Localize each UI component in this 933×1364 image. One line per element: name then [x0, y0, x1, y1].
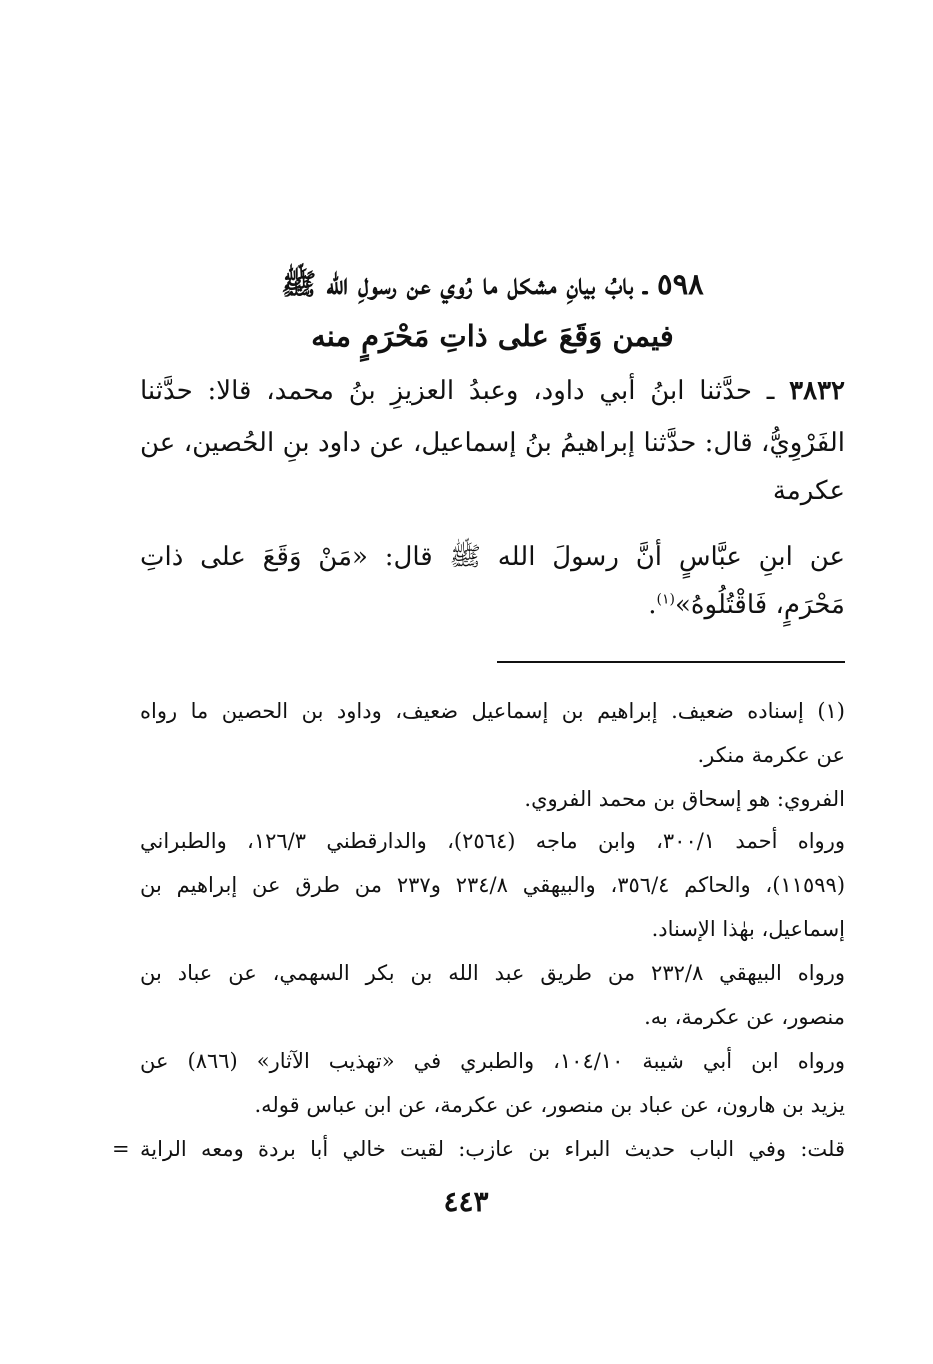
footnote-line: إسماعيل، بهٰذا الإسناد. [651, 917, 845, 941]
footnote-line: عن عكرمة منكر. [697, 743, 845, 767]
hadith-isnad-line-2: الفَرْوِيُّ، قال: حدَّثنا إبراهيمُ بنُ إسماعيل، عن داود بنِ الحُصين، عن [140, 428, 845, 458]
hadith-isnad-text: ـ حدَّثنا ابنُ أبي داود، وعبدُ العزيزِ بنُ محمد، قالا: حدَّثنا [140, 376, 790, 406]
footnote-reference: (١) [656, 591, 675, 608]
hadith-isnad-line-3: عكرمة [772, 476, 845, 506]
footnote-line: ورواه البيهقي ٢٣٢/٨ من طريق عبد الله بن بكر السهمي، عن عباد بن [140, 961, 846, 985]
footnote-line: ورواه أحمد ٣٠٠/١، وابن ماجه (٢٥٦٤)، والدارقطني ١٢٦/٣، والطبراني [140, 829, 845, 853]
hadith-number: ٣٨٣٢ [789, 376, 845, 406]
footnote-line: منصور، عن عكرمة، به. [644, 1005, 845, 1029]
footnote-line: (١) إسناده ضعيف. إبراهيم بن إسماعيل ضعيف، وداود بن الحصين ما رواه [140, 699, 845, 723]
continuation-mark: = [112, 1137, 130, 1161]
chapter-title-line-2: فيمن وَقَعَ على ذاتِ مَحْرَمٍ منه [311, 319, 674, 353]
hadith-matn-text: مَحْرَمٍ، فَاقْتُلُوهُ» [674, 590, 845, 620]
footnote-line: ورواه ابن أبي شيبة ١٠٤/١٠، والطبري في «تهذيب الآثار» (٨٦٦) عن [140, 1049, 845, 1073]
hadith-matn-line-2 [140, 580, 845, 630]
footnote-separator [497, 661, 845, 663]
page-number: ٤٤٣ [443, 1185, 489, 1218]
hadith-isnad-line-1 [140, 366, 845, 416]
chapter-title-line-1: ٥٩٨ ـ بابُ بيانِ مشكل ما رُوي عن رسولِ الله ﷺ [281, 267, 704, 301]
footnote-line: (١١٥٩٩)، والحاكم ٣٥٦/٤، والبيهقي ٢٣٤/٨ و٢٣٧ من طرق عن إبراهيم بن [140, 873, 846, 897]
hadith-matn-line-1: عن ابنِ عبَّاسٍ أنَّ رسولَ الله ﷺ قال: «مَنْ وَقَعَ على ذاتِ [140, 542, 845, 572]
footnote-line: قلت: وفي الباب حديث البراء بن عازب: لقيت خالي أبا بردة ومعه الراية [140, 1137, 845, 1161]
footnote-line: يزيد بن هارون، عن عباد بن منصور، عن عكرمة، عن ابن عباس قوله. [254, 1093, 845, 1117]
hadith-matn-end: . [648, 590, 657, 620]
footnote-line: الفروي: هو إسحاق بن محمد الفروي. [524, 787, 845, 811]
